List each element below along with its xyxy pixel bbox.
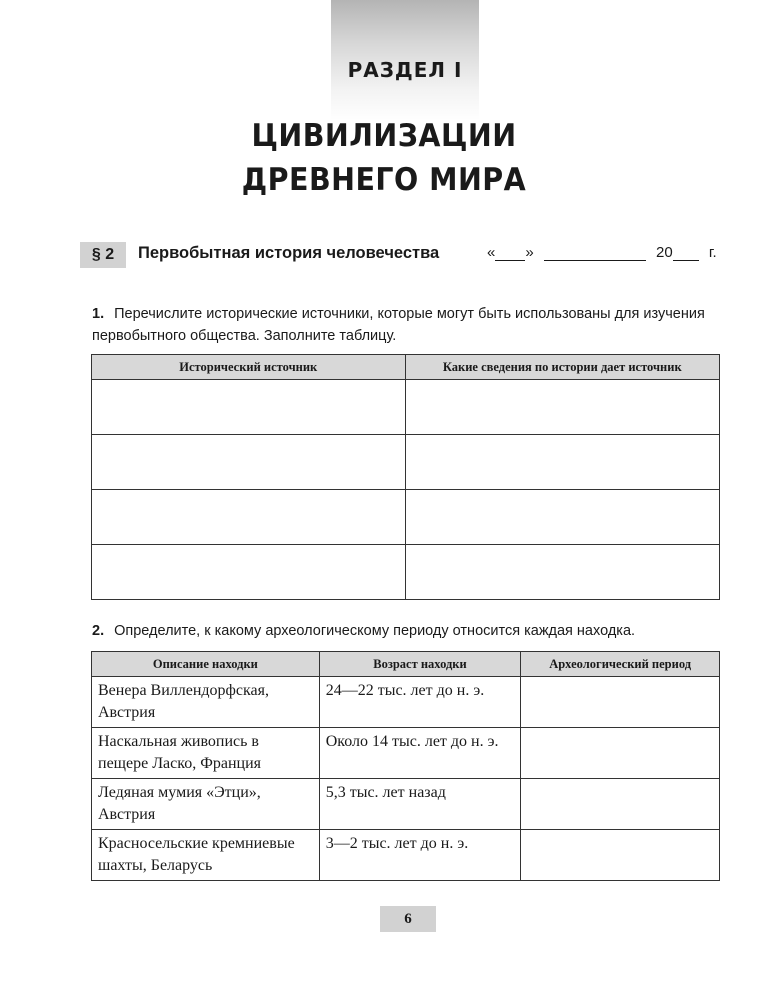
sources-header-source: Исторический источник: [92, 355, 406, 380]
finding-age: 5,3 тыс. лет назад: [319, 779, 521, 830]
year-blank[interactable]: [673, 245, 699, 261]
table-row: [92, 490, 720, 545]
sources-cell[interactable]: [92, 545, 406, 600]
finding-period-cell[interactable]: [521, 677, 720, 728]
finding-description: Ледяная мумия «Этци», Австрия: [92, 779, 320, 830]
sources-cell[interactable]: [405, 490, 719, 545]
finding-period-cell[interactable]: [521, 779, 720, 830]
table-row: [92, 380, 720, 435]
task-2: [92, 620, 722, 642]
section-label: РАЗДЕЛ I: [347, 58, 463, 82]
sources-cell[interactable]: [92, 380, 406, 435]
findings-table: [91, 651, 720, 881]
finding-period-cell[interactable]: [521, 830, 720, 881]
findings-header-period: Археологический период: [521, 652, 720, 677]
paragraph-badge: § 2: [80, 242, 126, 268]
month-blank[interactable]: [544, 245, 646, 261]
year-suffix: г.: [708, 244, 717, 261]
finding-description: Красносельские кремниевые шахты, Беларусь: [92, 830, 320, 881]
task-2-text: Определите, к какому археологическому периоду относится каждая находка.: [114, 623, 636, 639]
sources-cell[interactable]: [92, 490, 406, 545]
page-number: 6: [380, 906, 436, 932]
table-row: [92, 545, 720, 600]
sources-cell[interactable]: [405, 435, 719, 490]
task-2-number: 2.: [92, 623, 105, 639]
day-blank[interactable]: [495, 245, 525, 261]
findings-header-age: Возраст находки: [319, 652, 521, 677]
table-row: [92, 435, 720, 490]
table-row: [92, 728, 720, 779]
finding-age: 24—22 тыс. лет до н. э.: [319, 677, 521, 728]
chapter-title-line1: ЦИВИЛИЗАЦИИ: [251, 118, 517, 154]
finding-description: Венера Виллендорфская, Австрия: [92, 677, 320, 728]
sources-table: [91, 354, 720, 600]
task-1-text: Перечислите исторические источники, которые могут быть использованы для изучения первобытного общества. Заполните таблицу.: [92, 306, 705, 344]
sources-cell[interactable]: [405, 545, 719, 600]
table-row: [92, 830, 720, 881]
table-row: [92, 779, 720, 830]
year-prefix: 20: [656, 244, 673, 261]
sources-cell[interactable]: [405, 380, 719, 435]
finding-description: Наскальная живопись в пещере Ласко, Франция: [92, 728, 320, 779]
task-1: [92, 303, 722, 347]
task-1-number: 1.: [92, 306, 105, 322]
finding-age: 3—2 тыс. лет до н. э.: [319, 830, 521, 881]
sources-cell[interactable]: [92, 435, 406, 490]
date-open-quote: «: [487, 244, 496, 261]
sources-header-info: Какие сведения по истории дает источник: [405, 355, 719, 380]
findings-header-description: Описание находки: [92, 652, 320, 677]
paragraph-title: Первобытная история человечества: [138, 244, 440, 262]
date-line: [487, 244, 717, 261]
finding-period-cell[interactable]: [521, 728, 720, 779]
chapter-title-line2: ДРЕВНЕГО МИРА: [241, 162, 527, 198]
date-close-quote: »: [525, 244, 534, 261]
finding-age: Около 14 тыс. лет до н. э.: [319, 728, 521, 779]
table-row: [92, 677, 720, 728]
